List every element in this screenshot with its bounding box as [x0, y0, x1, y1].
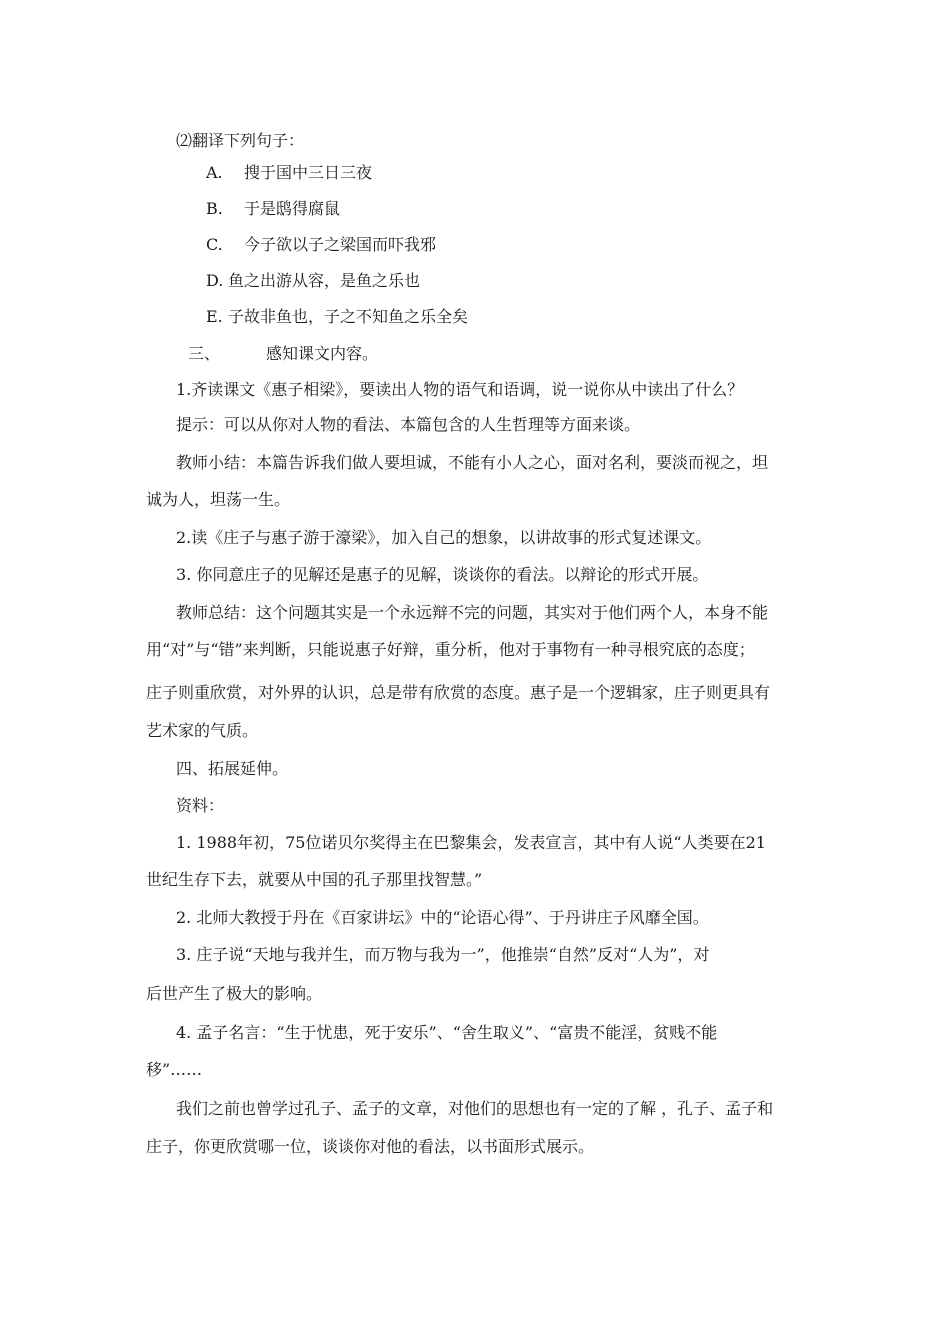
- teacher-summary-2: 教师总结：这个问题其实是一个永远辩不完的问题，其实对于他们两个人，本身不能: [176, 603, 769, 622]
- teacher-summary-2-cont: 庄子则重欣赏，对外界的认识，总是带有欣赏的态度。惠子是一个逻辑家，庄子则更具有: [146, 683, 771, 702]
- material-item-1-cont: 世纪生存下去，就要从中国的孔子那里找智慧。”: [146, 870, 483, 889]
- material-item-3: 3. 庄子说“天地与我并生，而万物与我为一”，他推崇“自然”反对“人为”，对: [176, 945, 710, 964]
- paragraph-hint: 提示：可以从你对人物的看法、本篇包含的人生哲理等方面来谈。: [176, 415, 641, 434]
- translate-item-a: [206, 162, 372, 184]
- material-item-4-cont: 移”……: [146, 1060, 203, 1079]
- material-item-1: 1. 1988年初，75位诺贝尔奖得主在巴黎集会，发表宣言，其中有人说“人类要在21: [176, 833, 766, 852]
- item-text: 子故非鱼也，子之不知鱼之乐全矣: [228, 307, 469, 326]
- teacher-summary-2-cont: 艺术家的气质。: [146, 721, 259, 740]
- section-number: 三、: [188, 344, 221, 363]
- paragraph-q2: 2.读《庄子与惠子游于濠梁》，加入自己的想象，以讲故事的形式复述课文。: [176, 528, 712, 547]
- writing-task-cont: 庄子，你更欣赏哪一位，谈谈你对他的看法，以书面形式展示。: [146, 1137, 595, 1156]
- teacher-summary-1: 教师小结：本篇告诉我们做人要坦诚，不能有小人之心，面对名利，要淡而视之，坦: [176, 453, 769, 472]
- writing-task: 我们之前也曾学过孔子、孟子的文章，对他们的思想也有一定的了解 ，孔子、孟子和: [176, 1099, 774, 1118]
- paragraph-q1: 1.齐读课文《惠子相梁》，要读出人物的语气和语调，说一说你从中读出了什么？: [176, 380, 744, 399]
- teacher-summary-2-cont: 用“对”与“错”来判断，只能说惠子好辩，重分析，他对于事物有一种寻根究底的态度；: [146, 640, 755, 659]
- item-label: D.: [206, 271, 224, 290]
- item-text: 今子欲以子之梁国而吓我邪: [244, 235, 437, 254]
- item-label: C.: [206, 235, 223, 254]
- section-title: 感知课文内容。: [266, 344, 379, 363]
- material-item-3-cont: 后世产生了极大的影响。: [146, 984, 323, 1003]
- question-heading: ⑵翻译下列句子：: [176, 131, 305, 150]
- teacher-summary-1-cont: 诚为人，坦荡一生。: [146, 490, 291, 509]
- translate-item-c: [206, 234, 436, 256]
- translate-item-d: [206, 270, 420, 292]
- section-three-heading: [188, 343, 378, 365]
- item-text: 搜于国中三日三夜: [244, 163, 373, 182]
- item-label: E.: [206, 307, 223, 326]
- paragraph-q3: 3. 你同意庄子的见解还是惠子的见解，谈谈你的看法。以辩论的形式开展。: [176, 565, 709, 584]
- material-item-4: 4. 孟子名言：“生于忧患，死于安乐”、“舍生取义”、“富贵不能淫，贫贱不能: [176, 1023, 718, 1042]
- translate-item-b: [206, 198, 340, 220]
- material-label: 资料：: [176, 796, 225, 815]
- item-text: 鱼之出游从容，是鱼之乐也: [228, 271, 421, 290]
- section-four-heading: 四、拓展延伸。: [176, 759, 289, 778]
- item-text: 于是鸱得腐鼠: [244, 199, 341, 218]
- item-label: B.: [206, 199, 223, 218]
- item-label: A.: [206, 163, 223, 182]
- material-item-2: 2. 北师大教授于丹在《百家讲坛》中的“论语心得”、于丹讲庄子风靡全国。: [176, 908, 709, 927]
- translate-item-e: [206, 306, 468, 328]
